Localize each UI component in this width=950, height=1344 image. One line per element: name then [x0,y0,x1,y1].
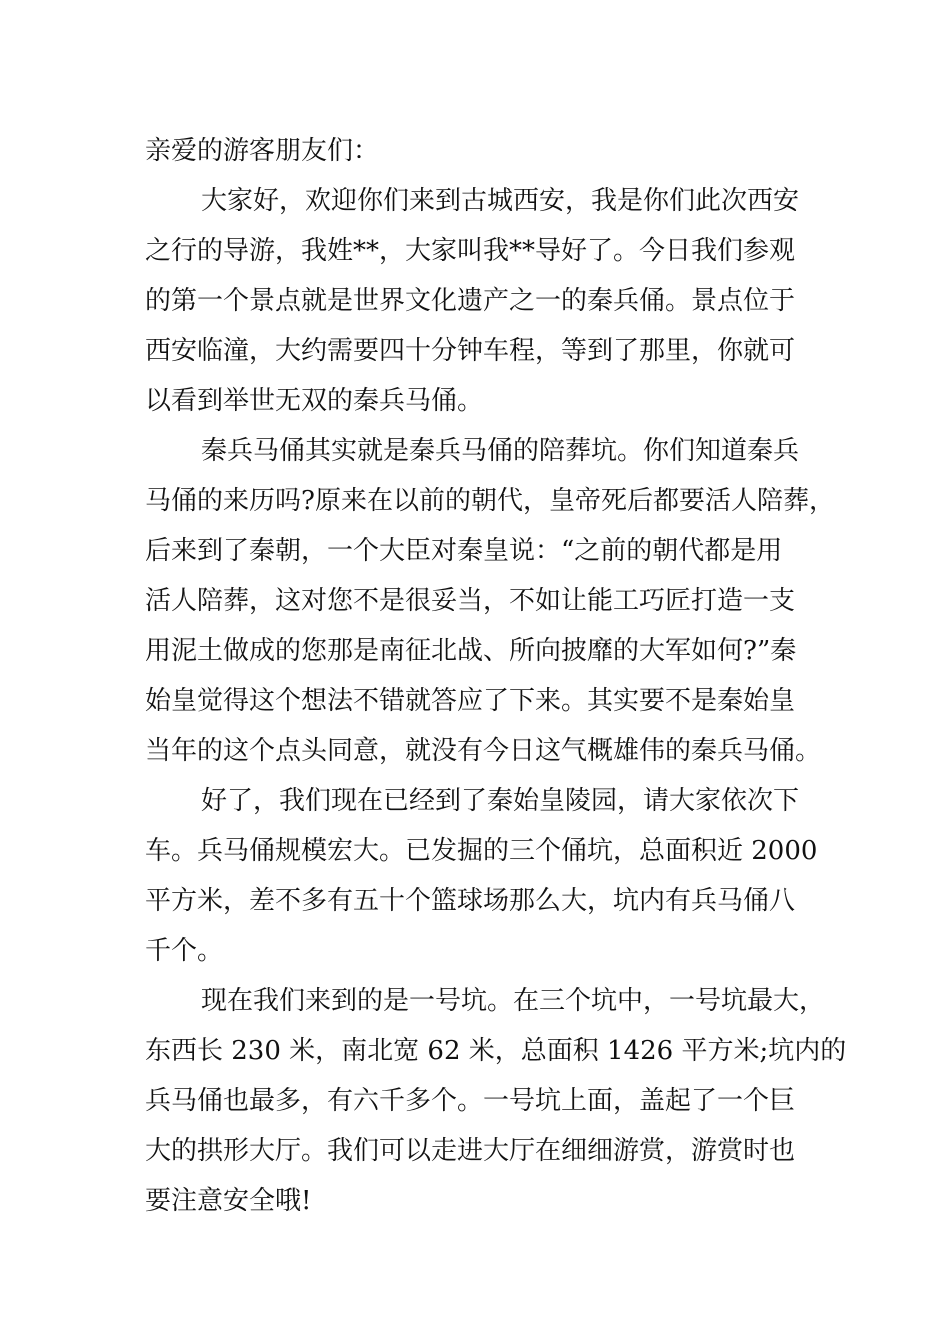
text-line: 秦兵马俑其实就是秦兵马俑的陪葬坑。你们知道秦兵 [201,436,800,466]
document-body [145,126,847,1226]
text-line: 活人陪葬，这对您不是很妥当，不如让能工巧匠打造一支 [145,586,796,616]
paragraph-2 [145,426,835,776]
text-line: 好了，我们现在已经到了秦始皇陵园，请大家依次下 [201,786,800,816]
text-line: 以看到举世无双的秦兵马俑。 [145,386,484,416]
text-line: 之行的导游，我姓**，大家叫我**导好了。今日我们参观 [145,236,796,266]
text-line: 平方米，差不多有五十个篮球场那么大，坑内有兵马俑八 [145,886,796,916]
greeting-line: 亲爱的游客朋友们： [145,136,380,166]
text-line: 要注意安全哦! [145,1186,312,1216]
text-line: 兵马俑也最多，有六千多个。一号坑上面，盖起了一个巨 [145,1086,796,1116]
text-line: 始皇觉得这个想法不错就答应了下来。其实要不是秦始皇 [145,686,796,716]
text-line: 马俑的来历吗?原来在以前的朝代，皇帝死后都要活人陪葬， [145,486,835,516]
text-line: 车。兵马俑规模宏大。已发掘的三个俑坑，总面积近 2000 [145,836,818,866]
text-line: 后来到了秦朝，一个大臣对秦皇说：“之前的朝代都是用 [145,536,783,566]
text-line: 现在我们来到的是一号坑。在三个坑中，一号坑最大， [201,986,826,1016]
text-line: 大的拱形大厅。我们可以走进大厅在细细游赏，游赏时也 [145,1136,796,1166]
text-line: 大家好，欢迎你们来到古城西安，我是你们此次西安 [201,186,800,216]
text-line: 用泥土做成的您那是南征北战、所向披靡的大军如何?”秦 [145,636,797,666]
text-line: 的第一个景点就是世界文化遗产之一的秦兵俑。景点位于 [145,286,796,316]
text-line: 东西长 230 米，南北宽 62 米，总面积 1426 平方米;坑内的 [145,1036,847,1066]
text-line: 西安临潼，大约需要四十分钟车程，等到了那里，你就可 [145,336,796,366]
text-line: 当年的这个点头同意，就没有今日这气概雄伟的秦兵马俑。 [145,736,822,766]
text-line: 千个。 [145,936,224,966]
paragraph-4 [145,976,847,1226]
paragraph-3 [145,776,818,976]
paragraph-1 [145,176,810,426]
